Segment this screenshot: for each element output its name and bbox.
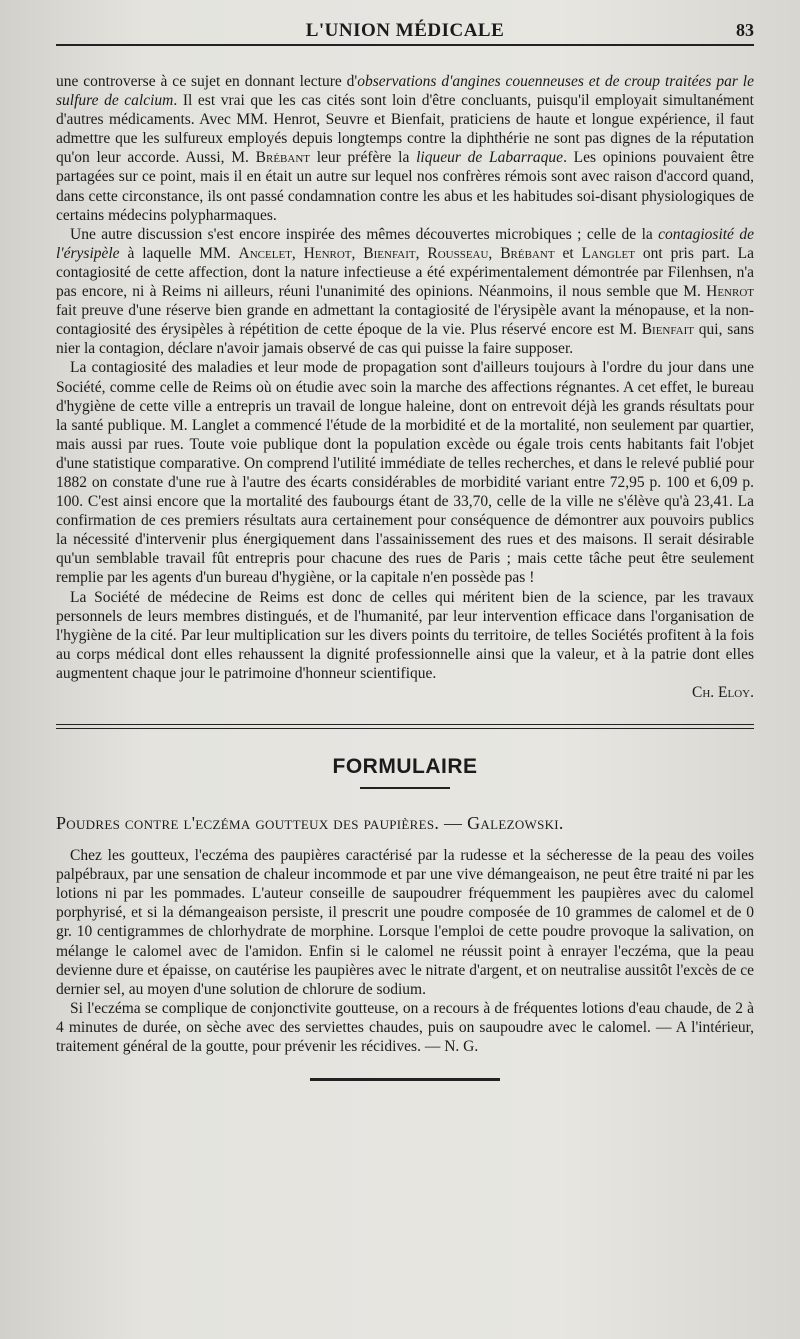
page-number: 83 (736, 20, 754, 40)
article-paragraph-4: La Société de médecine de Reims est donc de celles qui méritent bien de la science, par les travaux personnels de leurs membres distingués, et de l'humanité, par leur intervention efficace dans l'organisation de l'hygiène de la cité. Par leur multiplication sur les divers points du territoire, de telles Sociétés profitent à la fois au corps médical dont elles rehaussent la dignité professionnelle ainsi que la valeur, et à la patrie dont elles augmentent chaque jour le patrimoine d'honneur scientifique. Ch. Eloy. (56, 588, 754, 701)
running-header (56, 8, 754, 46)
author-signature: Ch. Eloy. (692, 684, 754, 701)
recipe-paragraph-1: Chez les goutteux, l'eczéma des paupières caractérisé par la rudesse et la sécheresse de la peau des voiles palpébraux, par une sensation de chaleur incommode et par une vive démangeaison, ne peut être traité ni par les lotions ni par les pommades. L'auteur conseille de saupoudrer fréquemment les paupières avec du calomel porphyrisé, et si la démangeaison persiste, il prescrit une poudre composée de 10 grammes de calomel et de 0 gr. 10 centigrammes de chlorhydrate de morphine. Lorsque l'emploi de cette poudre provoque la salivation, on mélange le calomel avec de l'amidon. Enfin si le calomel ne réussit point à enrayer l'eczéma, que la peau devienne dure et épaisse, on cautérise les paupières avec le nitrate d'argent, et on neutralise aussitôt l'excès de ce dernier sel, au moyen d'une solution de chlorure de sodium. (56, 847, 754, 998)
recipe-title: Poudres contre l'eczéma goutteux des paupières. — Galezowski. (56, 813, 564, 834)
end-rule (310, 1078, 500, 1081)
section-title: FORMULAIRE (332, 755, 478, 779)
section-divider (56, 724, 754, 729)
article-paragraph-3: La contagiosité des maladies et leur mode de propagation sont d'ailleurs toujours à l'ordre du jour dans une Société, comme celle de Reims où on étudie avec soin la marche des affections régnantes. A cet effet, le bureau d'hygiène de cette ville a entrepris un travail de longue haleine, dont on entrevoit déjà les grands résultats pour la santé publique. M. Langlet a commencé l'étude de la morbidité et de la mortalité, non seulement par quartier, mais aussi par rues. Toute voie publique dont la population excède ou égale trois cents habitants fait l'objet d'une statistique comparative. On comprend l'utilité immédiate de telles recherches, et dans le relevé publié pour 1882 on constate d'une rue à l'autre des écarts considérables de morbidité variant entre 72,95 p. 100 et 6,09 p. 100. C'est ainsi encore que la mortalité des faubourgs étant de 33,70, celle de la ville ne s'élève qu'à 23,41. La confirmation de ces premiers résultats aura certainement pour conséquence de démontrer aux pouvoirs publics la nécessité d'intervenir plus énergiquement dans l'assainissement des rues et des maisons. Il serait désirable qu'un semblable travail fût entrepris pour chacune des rues de Paris ; mais cette tâche peut être seulement remplie par les agents d'un bureau d'hygiène, or la capitale n'en possède pas ! (56, 359, 754, 587)
recipe-body (56, 846, 754, 1056)
recipe-paragraph-2: Si l'eczéma se complique de conjonctivite goutteuse, on a recours à de fréquentes lotions d'eau chaude, de 2 à 4 minutes de durée, on sèche avec des serviettes chaudes, puis on saupoudre avec le calomel. — A l'intérieur, traitement général de la goutte, pour prévenir les récidives. — N. G. (56, 999, 754, 1056)
title-underline (360, 787, 450, 789)
article-paragraph-2: Une autre discussion s'est encore inspirée des mêmes découvertes microbiques ; celle de la contagiosité de l'érysipèle à laquelle MM. Ancelet, Henrot, Bienfait, Rousseau, Brébant et Langlet ont pris part. La contagiosité de cette affection, dont la nature infectieuse a été expérimentalement démontrée par Filenhsen, n'a pas encore, ni à Reims ni ailleurs, réuni l'unanimité des opinions. Néanmoins, il nous semble que M. Henrot fait preuve d'une réserve bien grande en admettant la contagiosité de l'érysipèle avant la ménopause, et la non-contagiosité des érysipèles à répétition de cette époque de la vie. Plus réservé encore est M. Bienfait qui, sans nier la contagion, déclare n'avoir jamais observé de cas qui puisse la faire supposer. (56, 225, 754, 358)
article-body (56, 72, 754, 702)
article-paragraph-1: une controverse à ce sujet en donnant lecture d'observations d'angines couenneuses et de croup traitées par le sulfure de calcium. Il est vrai que les cas cités sont loin d'être concluants, puisqu'il employait simultanément d'autres médicaments. Avec MM. Henrot, Seuvre et Bienfait, praticiens de haute et longue expérience, il faut admettre que les sulfureux employés depuis longtemps contre la diphthérie ne sont pas dignes de la réputation qu'on leur accorde. Aussi, M. Brébant leur préfère la liqueur de Labarraque. Les opinions pouvaient être partagées sur ce point, mais il en était un autre sur lequel nos confrères rémois sont avec raison d'accord quand, dans cette circonstance, ils ont passé condamnation contre les abus et les habitudes soi-disant physiologiques de certains médecins polypharmaques. (56, 73, 755, 224)
running-title: L'UNION MÉDICALE (305, 20, 505, 41)
